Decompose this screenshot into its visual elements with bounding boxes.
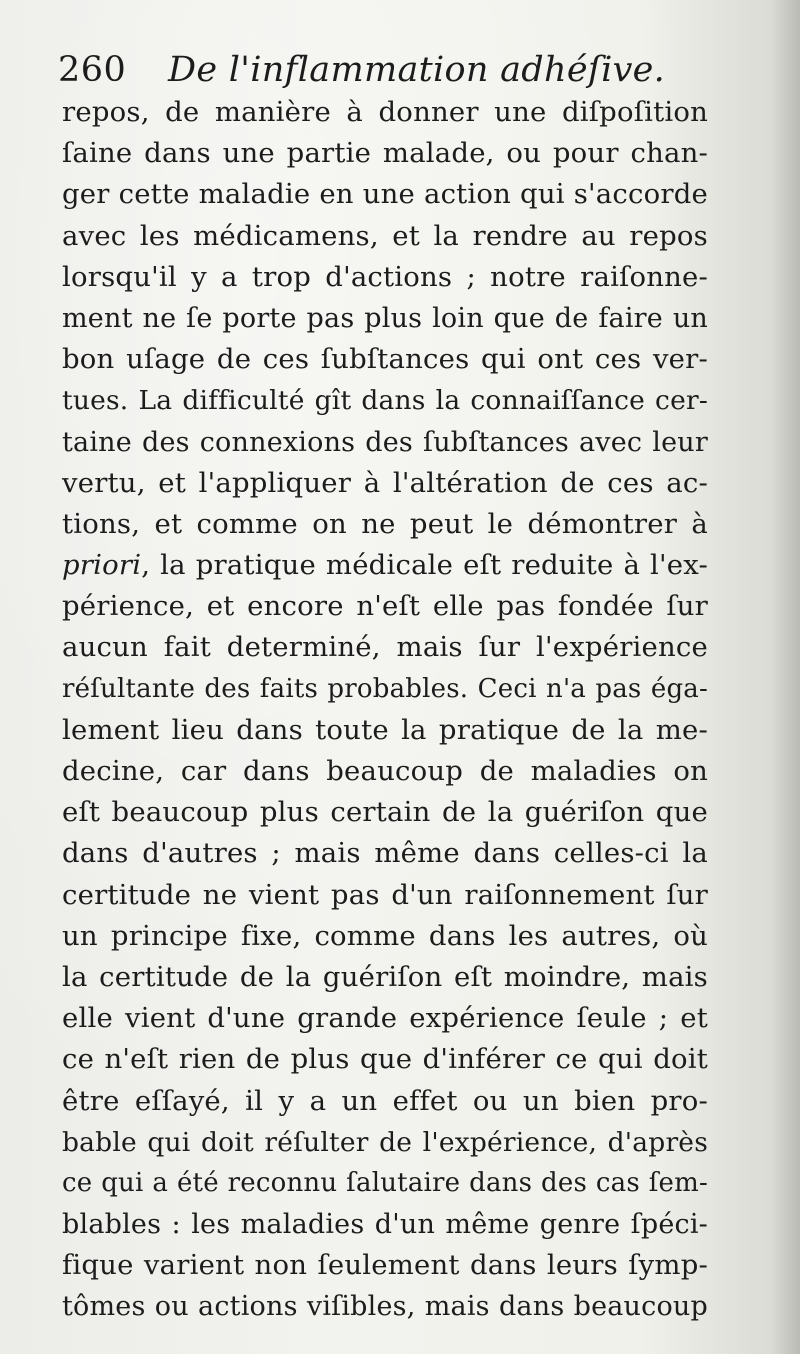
text-line: tues. La difficulté gît dans la connaiſſance cer- xyxy=(62,385,708,417)
text-line: ce n'eſt rien de plus que d'inférer ce qui doit xyxy=(62,1043,708,1076)
text-line: elle vient d'une grande expérience ſeule ; et xyxy=(62,1002,708,1035)
text-line: bable qui doit réſulter de l'expérience, d'après xyxy=(62,1126,708,1158)
text-line: ment ne ſe porte pas plus loin que de faire un xyxy=(62,302,708,334)
text-line: ſaine dans une partie malade, ou pour chan- xyxy=(62,137,708,170)
text-line: priori, la pratique médicale eſt reduite à l'ex- xyxy=(62,549,708,582)
page-number: 260 xyxy=(58,50,127,90)
text-line: certitude ne vient pas d'un raiſonnement ſur xyxy=(62,878,708,911)
text-line: tômes ou actions viſibles, mais dans beaucoup xyxy=(62,1291,708,1323)
text-line: périence, et encore n'eſt elle pas fondée ſur xyxy=(62,590,708,623)
page-header xyxy=(58,40,718,100)
running-head: De l'inflammation adhéſive. xyxy=(168,50,666,90)
text-line: blables : les maladies d'un même genre ſpéci- xyxy=(62,1209,708,1241)
text-line: lorsqu'il y a trop d'actions ; notre raiſonne- xyxy=(62,260,708,293)
text-line: repos, de manière à donner une diſpoſition xyxy=(62,96,708,128)
text-line: dans d'autres ; mais même dans celles-ci la xyxy=(62,837,708,870)
text-line: avec les médicamens, et la rendre au repos xyxy=(62,219,708,252)
text-line: taine des connexions des ſubſtances avec leur xyxy=(62,426,708,458)
text-line: tions, et comme on ne peut le démontrer à xyxy=(62,507,708,540)
text-line: eſt beaucoup plus certain de la guériſon que xyxy=(62,796,708,829)
text-line: réſultante des faits probables. Ceci n'a pas éga- xyxy=(62,673,708,704)
text-line: decine, car dans beaucoup de maladies on xyxy=(62,755,708,787)
text-line: fique varient non ſeulement dans leurs ſymp- xyxy=(62,1249,708,1282)
text-line: lement lieu dans toute la pratique de la me- xyxy=(62,713,708,746)
text-line: un principe fixe, comme dans les autres, où xyxy=(62,919,708,952)
text-line: ger cette maladie en une action qui s'accorde xyxy=(62,178,708,211)
text-line: vertu, et l'appliquer à l'altération de ces ac- xyxy=(62,466,708,499)
body-text xyxy=(62,92,708,1328)
text-line: ce qui a été reconnu ſalutaire dans des cas ſem- xyxy=(62,1167,708,1198)
italic-text: priori xyxy=(62,549,142,582)
text-line: aucun fait determiné, mais ſur l'expérience xyxy=(62,631,708,664)
text-line: être eſſayé, il y a un effet ou un bien pro- xyxy=(62,1084,708,1117)
text-line: la certitude de la guériſon eſt moindre, mais xyxy=(62,960,708,993)
text-line: bon uſage de ces ſubſtances qui ont ces ver- xyxy=(62,343,708,376)
